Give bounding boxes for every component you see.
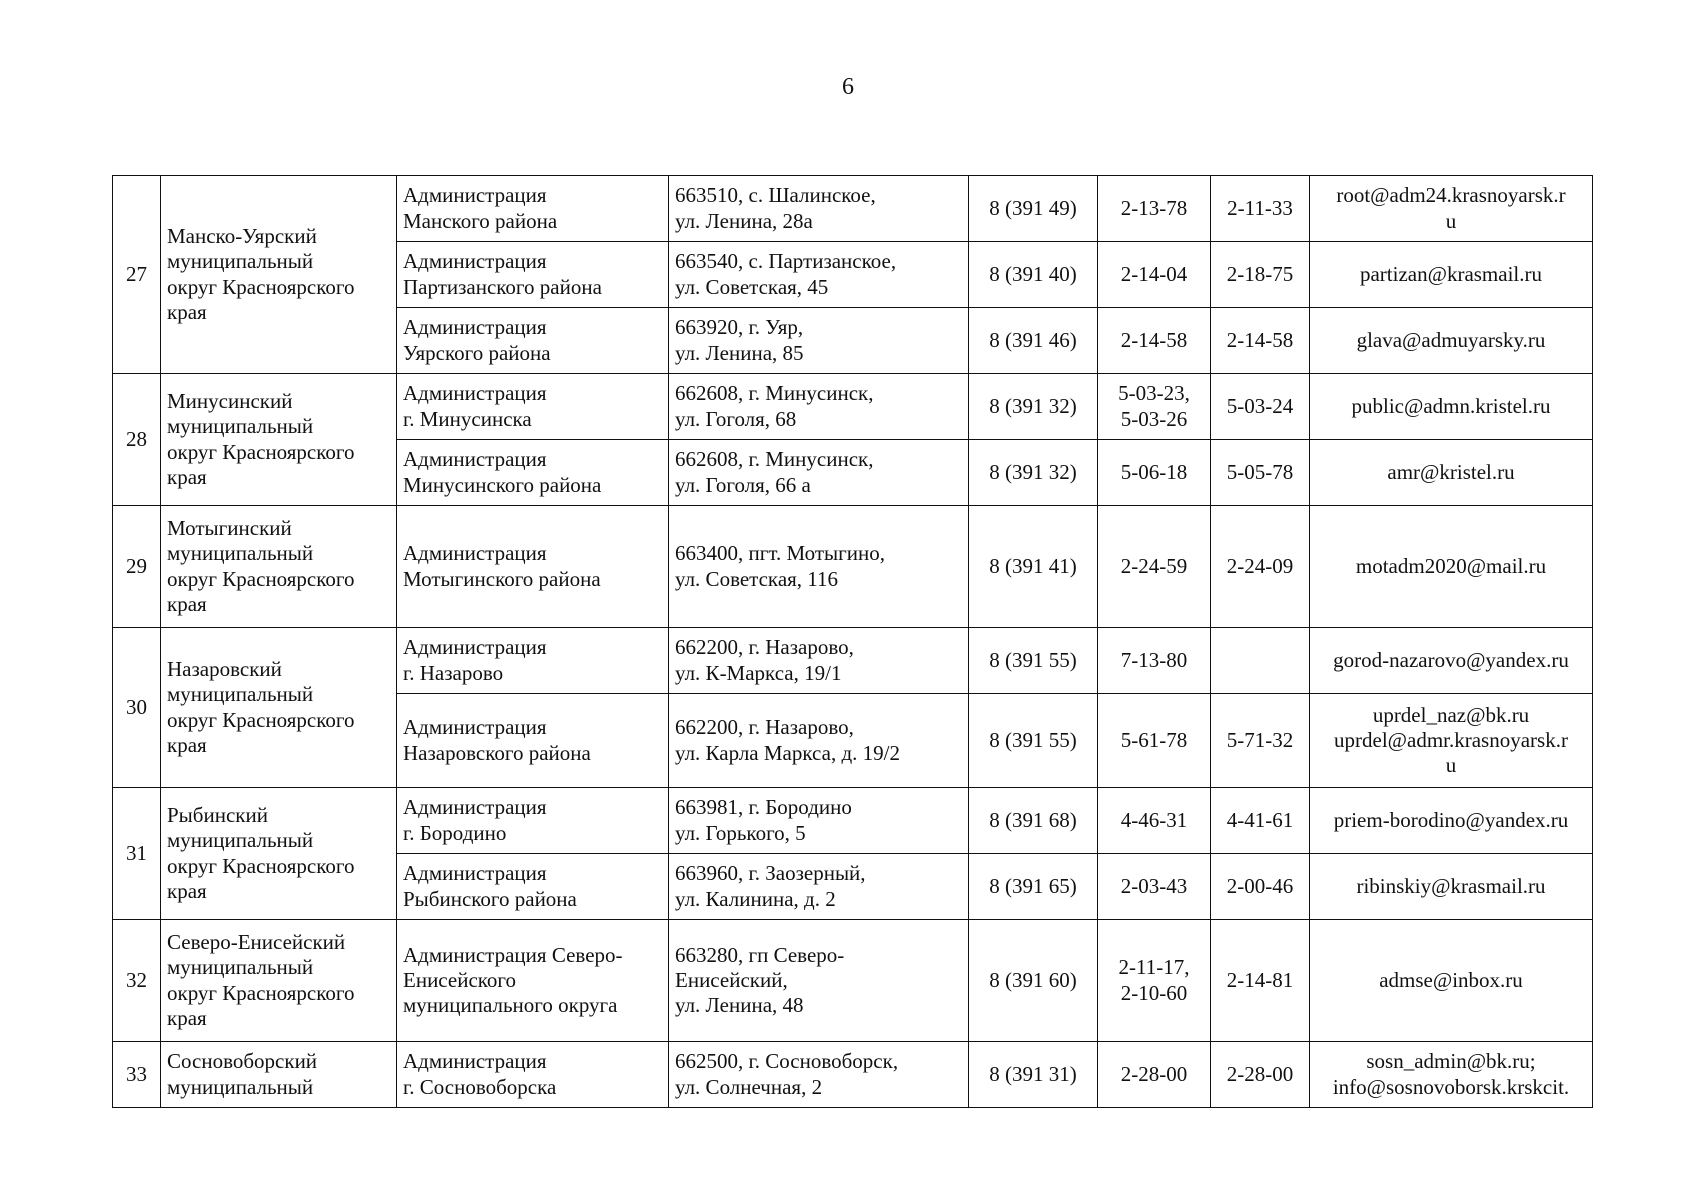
- phone-number-line: 4-46-31: [1120, 807, 1188, 832]
- organization-name-line: Администрация: [403, 541, 547, 566]
- table-row: [113, 1042, 1593, 1108]
- organization-name-line: г. Бородино: [403, 820, 507, 845]
- postal-address: [669, 506, 969, 628]
- table-row: [113, 920, 1593, 1042]
- contacts-table: [112, 175, 1593, 1108]
- table-row: [113, 788, 1593, 854]
- district-name-line: Мотыгинский: [167, 516, 292, 541]
- organization-name-line: Администрация: [403, 249, 547, 274]
- phone-code: 8 (391 32): [969, 440, 1098, 506]
- phone-code: 8 (391 68): [969, 788, 1098, 854]
- email-address-line: info@sosnovoborsk.krskcit.: [1332, 1074, 1570, 1099]
- fax-number: [1211, 628, 1310, 694]
- district-name-line: округ Красноярского: [167, 853, 355, 878]
- postal-address: [669, 308, 969, 374]
- postal-address-line: 663920, г. Уяр,: [675, 315, 804, 340]
- email-address-line: motadm2020@mail.ru: [1355, 553, 1547, 578]
- email-address-line: partizan@krasmail.ru: [1359, 261, 1543, 286]
- organization-name-line: Администрация: [403, 315, 547, 340]
- email-address-line: uprdel_naz@bk.ru: [1372, 702, 1530, 727]
- fax-number: 4-41-61: [1211, 788, 1310, 854]
- fax-number: 2-11-33: [1211, 176, 1310, 242]
- district-name-line: округ Красноярского: [167, 707, 355, 732]
- phone-number: [1098, 854, 1211, 920]
- phone-code: 8 (391 49): [969, 176, 1098, 242]
- postal-address-line: ул. Калинина, д. 2: [675, 886, 836, 911]
- organization-name-line: Минусинского района: [403, 472, 602, 497]
- phone-number: [1098, 440, 1211, 506]
- organization-name: [397, 374, 669, 440]
- organization-name: [397, 694, 669, 788]
- district-name-line: края: [167, 878, 207, 903]
- row-number: 32: [113, 920, 161, 1042]
- phone-number: [1098, 506, 1211, 628]
- phone-number-line: 2-24-59: [1120, 553, 1188, 578]
- postal-address-line: 663400, пгт. Мотыгино,: [675, 541, 885, 566]
- email-address: [1310, 440, 1593, 506]
- organization-name-line: Манского района: [403, 208, 558, 233]
- email-address-line: u: [1445, 208, 1457, 233]
- email-address-line: uprdel@admr.krasnoyarsk.r: [1334, 727, 1568, 752]
- row-number: 28: [113, 374, 161, 506]
- phone-number: [1098, 694, 1211, 788]
- phone-code: 8 (391 55): [969, 694, 1098, 788]
- organization-name-line: Администрация: [403, 1049, 547, 1074]
- postal-address: [669, 788, 969, 854]
- email-address-line: glava@admuyarsky.ru: [1356, 327, 1546, 352]
- phone-code: 8 (391 55): [969, 628, 1098, 694]
- district-name-line: края: [167, 464, 207, 489]
- postal-address-line: 663540, с. Партизанское,: [675, 249, 897, 274]
- organization-name: [397, 920, 669, 1042]
- district-name: [161, 628, 397, 788]
- email-address: [1310, 920, 1593, 1042]
- email-address: [1310, 1042, 1593, 1108]
- phone-code: 8 (391 46): [969, 308, 1098, 374]
- phone-number-line: 2-13-78: [1120, 195, 1188, 220]
- organization-name-line: Мотыгинского района: [403, 566, 601, 591]
- organization-name-line: Уярского района: [403, 340, 551, 365]
- postal-address-line: 662200, г. Назарово,: [675, 715, 854, 740]
- postal-address: [669, 694, 969, 788]
- phone-number: [1098, 1042, 1211, 1108]
- email-address-line: amr@kristel.ru: [1387, 459, 1515, 484]
- fax-number: 2-18-75: [1211, 242, 1310, 308]
- postal-address: [669, 1042, 969, 1108]
- organization-name: [397, 308, 669, 374]
- fax-number: 5-05-78: [1211, 440, 1310, 506]
- district-name-line: муниципальный: [167, 249, 314, 274]
- phone-number-line: 2-10-60: [1120, 980, 1188, 1005]
- table-row: [113, 176, 1593, 242]
- phone-number: [1098, 374, 1211, 440]
- phone-number-line: 5-03-26: [1120, 406, 1188, 431]
- district-name-line: муниципальный: [167, 828, 314, 853]
- organization-name-line: г. Минусинска: [403, 406, 532, 431]
- district-name-line: края: [167, 299, 207, 324]
- email-address-line: u: [1445, 753, 1457, 778]
- email-address-line: gorod-nazarovo@yandex.ru: [1333, 647, 1569, 672]
- district-name-line: округ Красноярского: [167, 439, 355, 464]
- organization-name-line: Администрация: [403, 715, 547, 740]
- postal-address-line: ул. К-Маркса, 19/1: [675, 660, 842, 685]
- postal-address-line: 663960, г. Заозерный,: [675, 861, 866, 886]
- phone-number: [1098, 628, 1211, 694]
- organization-name-line: г. Сосновоборска: [403, 1074, 557, 1099]
- fax-number: 2-28-00: [1211, 1042, 1310, 1108]
- organization-name-line: Администрация Северо-: [403, 942, 623, 967]
- table-row: [113, 628, 1593, 694]
- postal-address-line: Енисейский,: [675, 967, 788, 992]
- postal-address-line: ул. Ленина, 48: [675, 993, 804, 1018]
- phone-number-line: 5-06-18: [1120, 459, 1188, 484]
- fax-number: 5-03-24: [1211, 374, 1310, 440]
- organization-name-line: Администрация: [403, 795, 547, 820]
- district-name-line: муниципальный: [167, 682, 314, 707]
- phone-number-line: 2-14-04: [1120, 261, 1188, 286]
- postal-address-line: 662608, г. Минусинск,: [675, 447, 874, 472]
- phone-number: [1098, 176, 1211, 242]
- organization-name-line: Партизанского района: [403, 274, 602, 299]
- email-address: [1310, 854, 1593, 920]
- district-name-line: округ Красноярского: [167, 980, 355, 1005]
- phone-code: 8 (391 32): [969, 374, 1098, 440]
- district-name-line: муниципальный: [167, 1074, 314, 1099]
- district-name: [161, 176, 397, 374]
- district-name-line: Минусинский: [167, 389, 293, 414]
- postal-address-line: 662200, г. Назарово,: [675, 635, 854, 660]
- district-name: [161, 374, 397, 506]
- email-address-line: priem-borodino@yandex.ru: [1333, 807, 1569, 832]
- row-number: 31: [113, 788, 161, 920]
- organization-name-line: г. Назарово: [403, 660, 504, 685]
- postal-address-line: 663280, гп Северо-: [675, 942, 845, 967]
- organization-name-line: Енисейского: [403, 967, 516, 992]
- phone-number-line: 7-13-80: [1120, 647, 1188, 672]
- organization-name-line: Администрация: [403, 447, 547, 472]
- organization-name: [397, 440, 669, 506]
- district-name: [161, 1042, 397, 1108]
- fax-number: 2-00-46: [1211, 854, 1310, 920]
- email-address: [1310, 308, 1593, 374]
- district-name-line: края: [167, 1005, 207, 1030]
- postal-address-line: ул. Ленина, 28а: [675, 208, 813, 233]
- district-name: [161, 506, 397, 628]
- fax-number: 2-14-58: [1211, 308, 1310, 374]
- email-address-line: admse@inbox.ru: [1379, 967, 1523, 992]
- email-address-line: root@adm24.krasnoyarsk.r: [1336, 183, 1566, 208]
- phone-number: [1098, 308, 1211, 374]
- postal-address-line: 662608, г. Минусинск,: [675, 381, 874, 406]
- phone-number-line: 2-03-43: [1120, 873, 1188, 898]
- fax-number: 2-24-09: [1211, 506, 1310, 628]
- email-address: [1310, 628, 1593, 694]
- phone-code: 8 (391 65): [969, 854, 1098, 920]
- postal-address-line: ул. Солнечная, 2: [675, 1074, 823, 1099]
- district-name-line: округ Красноярского: [167, 274, 355, 299]
- email-address-line: public@admn.kristel.ru: [1351, 393, 1551, 418]
- organization-name-line: Администрация: [403, 635, 547, 660]
- postal-address-line: ул. Советская, 116: [675, 566, 839, 591]
- phone-code: 8 (391 40): [969, 242, 1098, 308]
- phone-code: 8 (391 31): [969, 1042, 1098, 1108]
- organization-name: [397, 176, 669, 242]
- table-row: [113, 374, 1593, 440]
- postal-address-line: 663510, с. Шалинское,: [675, 183, 876, 208]
- phone-number-line: 2-14-58: [1120, 327, 1188, 352]
- email-address: [1310, 788, 1593, 854]
- organization-name-line: Администрация: [403, 861, 547, 886]
- phone-number-line: 5-03-23,: [1118, 381, 1190, 406]
- phone-code: 8 (391 60): [969, 920, 1098, 1042]
- organization-name-line: муниципального округа: [403, 993, 618, 1018]
- row-number: 29: [113, 506, 161, 628]
- postal-address: [669, 854, 969, 920]
- table-row: [113, 506, 1593, 628]
- organization-name-line: Администрация: [403, 183, 547, 208]
- organization-name-line: Рыбинского района: [403, 886, 577, 911]
- postal-address-line: ул. Гоголя, 66 а: [675, 472, 811, 497]
- organization-name: [397, 1042, 669, 1108]
- district-name-line: Сосновоборский: [167, 1049, 318, 1074]
- postal-address: [669, 440, 969, 506]
- email-address: [1310, 176, 1593, 242]
- postal-address-line: 663981, г. Бородино: [675, 795, 852, 820]
- postal-address-line: ул. Карла Маркса, д. 19/2: [675, 740, 900, 765]
- fax-number: 2-14-81: [1211, 920, 1310, 1042]
- fax-number: 5-71-32: [1211, 694, 1310, 788]
- phone-number-line: 2-11-17,: [1118, 955, 1190, 980]
- postal-address: [669, 920, 969, 1042]
- organization-name-line: Назаровского района: [403, 740, 591, 765]
- email-address: [1310, 694, 1593, 788]
- organization-name: [397, 788, 669, 854]
- email-address: [1310, 242, 1593, 308]
- email-address-line: ribinskiy@krasmail.ru: [1356, 873, 1546, 898]
- phone-number-line: 5-61-78: [1120, 727, 1188, 752]
- postal-address-line: ул. Ленина, 85: [675, 340, 804, 365]
- postal-address: [669, 242, 969, 308]
- district-name-line: муниципальный: [167, 414, 314, 439]
- postal-address: [669, 628, 969, 694]
- district-name-line: Рыбинский: [167, 803, 268, 828]
- postal-address-line: ул. Горького, 5: [675, 820, 806, 845]
- district-name-line: муниципальный: [167, 541, 314, 566]
- phone-number: [1098, 920, 1211, 1042]
- postal-address-line: 662500, г. Сосновоборск,: [675, 1049, 899, 1074]
- district-name-line: Назаровский: [167, 657, 282, 682]
- email-address: [1310, 506, 1593, 628]
- district-name-line: края: [167, 732, 207, 757]
- phone-number: [1098, 242, 1211, 308]
- organization-name: [397, 628, 669, 694]
- district-name-line: Манско-Уярский: [167, 224, 317, 249]
- district-name: [161, 920, 397, 1042]
- postal-address: [669, 374, 969, 440]
- district-name-line: края: [167, 591, 207, 616]
- district-name-line: Северо-Енисейский: [167, 930, 346, 955]
- postal-address: [669, 176, 969, 242]
- phone-code: 8 (391 41): [969, 506, 1098, 628]
- organization-name: [397, 506, 669, 628]
- page-number: 6: [842, 74, 854, 100]
- postal-address-line: ул. Гоголя, 68: [675, 406, 797, 431]
- email-address-line: sosn_admin@bk.ru;: [1366, 1049, 1536, 1074]
- row-number: 30: [113, 628, 161, 788]
- postal-address-line: ул. Советская, 45: [675, 274, 829, 299]
- district-name-line: муниципальный: [167, 955, 314, 980]
- district-name: [161, 788, 397, 920]
- phone-number-line: 2-28-00: [1120, 1061, 1188, 1086]
- organization-name: [397, 242, 669, 308]
- organization-name-line: Администрация: [403, 381, 547, 406]
- phone-number: [1098, 788, 1211, 854]
- row-number: 27: [113, 176, 161, 374]
- email-address: [1310, 374, 1593, 440]
- organization-name: [397, 854, 669, 920]
- district-name-line: округ Красноярского: [167, 566, 355, 591]
- row-number: 33: [113, 1042, 161, 1108]
